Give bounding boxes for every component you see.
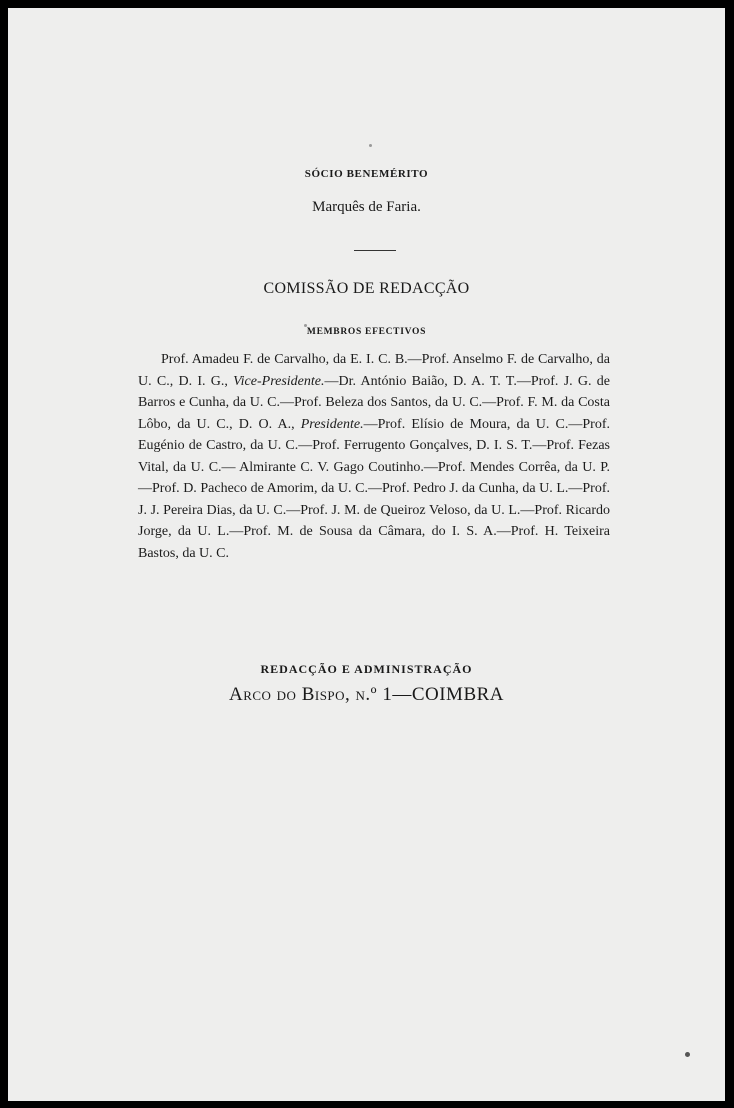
membros-efectivos-heading: MEMBROS EFECTIVOS [306,327,427,337]
section-divider [354,250,396,251]
comissao-heading: COMISSÃO DE REDACÇÃO [263,280,470,297]
paper-speck [369,144,372,147]
address-city: 1—COIMBRA [382,684,505,705]
role-presidente: Presidente. [300,416,364,432]
paper-speck [685,1052,690,1057]
members-text-part-2: —Dr. António Baião, D. A. T. T.—Prof. J. G. de Barros e Cunha, da U. C.—Prof. Beleza dos Santos, da U. C.—Prof. F. M. da Costa Lôbo, da U. C., D. O. A., [138,373,610,432]
redaccao-heading: REDACÇÃO E ADMINISTRAÇÃO [260,662,473,676]
socio-benemerito-heading: SÓCIO BENEMÉRITO [304,168,429,180]
role-vice-presidente: Vice-Presidente. [233,373,325,389]
members-text-part-1: Prof. Amadeu F. de Carvalho, da E. I. C. B.—Prof. Anselmo F. de Carvalho, da U. C., D. I. G., [138,352,610,389]
address-line [8,684,725,706]
members-list-paragraph [138,349,610,564]
socio-benemerito-name: Marquês de Faria. [312,199,421,215]
address-street: Arco do Bispo, n.º [228,684,383,705]
document-page [8,8,725,1101]
members-text-part-3: —Prof. Elísio de Moura, da U. C.—Prof. Eugénio de Castro, da U. C.—Prof. Ferrugento Gonçalves, D. I. S. T.—Prof. Fezas Vital, da U. C.— Almirante C. V. Gago Coutinho.—Prof. Mendes Corrêa, da U. P.—Prof. D. Pacheco de Amorim, da U. C.—Prof. Pedro J. da Cunha, da U. L.—Prof. J. J. Pereira Dias, da U. C.—Prof. J. M. de Queiroz Veloso, da U. L.—Prof. Ricardo Jorge, da U. L.—Prof. M. de Sousa da Câmara, do I. S. A.—Prof. H. Teixeira Bastos, da U. C. [138,416,610,561]
paper-speck [304,324,307,327]
